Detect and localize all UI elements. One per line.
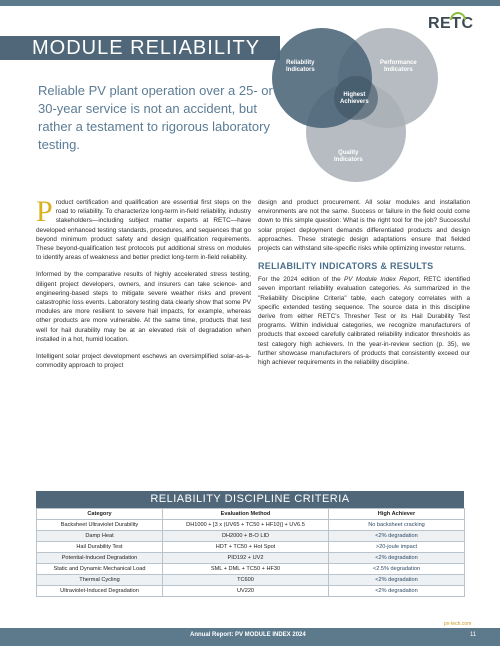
drop-cap: P: [36, 195, 53, 228]
table-cell-achiever: <2% degradation: [329, 553, 465, 564]
right-paragraph-2: [258, 275, 470, 367]
venn-label-reliability: Reliability Indicators: [286, 60, 315, 73]
right-p2-start: For the 2024 edition of the: [258, 276, 345, 284]
criteria-table-section: [36, 491, 464, 597]
table-cell-method: UV220: [163, 586, 329, 597]
right-p2-rest: , RETC identified seven important reliability evaluation categories. As summarized in the "Reliability Discipline Criteria" table, each category correlates with a specific extended testing sequence. The source data in this discipline derive from either RETC's Thresher Test or its Hail Durability Test programs. Within individual categories, we recognize manufacturers of products that exceed carefully calibrated reliability indicator thresholds as test category high achievers. In the year-in-review section (p. 35), we further showcase manufacturers of products that consistently exceed our high achiever requirements in the reliability discipline.: [258, 276, 470, 367]
venn-label-center: Highest Achievers: [340, 92, 369, 105]
table-cell-method: TC600: [163, 575, 329, 586]
table-cell-method: DH2000 + B-O LID: [163, 531, 329, 542]
page-title: MODULE RELIABILITY: [32, 37, 261, 59]
table-row: [37, 531, 465, 542]
report-name-italic: PV Module Index Report: [344, 276, 419, 284]
table-row: [37, 564, 465, 575]
venn-diagram: [264, 20, 480, 190]
table-row: [37, 586, 465, 597]
table-cell-method: HDT + TC50 + Hot Spot: [163, 542, 329, 553]
table-cell-category: Potential-Induced Degradation: [37, 553, 163, 564]
top-strip: [0, 0, 500, 6]
table-cell-category: Damp Heat: [37, 531, 163, 542]
table-title: RELIABILITY DISCIPLINE CRITERIA: [36, 491, 464, 508]
table-cell-category: Hail Durability Test: [37, 542, 163, 553]
footer-text: [190, 632, 306, 638]
right-paragraph-1: design and product procurement. All solar modules and installation environments are not the same. Success or failure in the field could come down to this simple question: What is the right tool for the job? Successful solar project deployment demands differentiated products and design approaches. These strategic design adaptations ensure that fielded projects can withstand site-specific risks while optimizing investor returns.: [258, 199, 470, 253]
table-cell-achiever: <2% degradation: [329, 575, 465, 586]
table-row: [37, 542, 465, 553]
table-header-achiever: High Achiever: [329, 509, 465, 520]
table-header-method: Evaluation Method: [163, 509, 329, 520]
table-cell-achiever: <2.5% degradation: [329, 564, 465, 575]
left-column: [36, 195, 251, 378]
logo-arc-icon: [450, 12, 466, 20]
table-cell-achiever: No backsheet cracking: [329, 520, 465, 531]
table-row: [37, 575, 465, 586]
footer-label: Annual Report:: [190, 632, 234, 638]
table-header-category: Category: [37, 509, 163, 520]
table-cell-category: Thermal Cycling: [37, 575, 163, 586]
table-cell-method: PID192 + UV2: [163, 553, 329, 564]
left-paragraph-3: Intelligent solar project development eschews an oversimplified solar-as-a-commodity approach to project: [36, 353, 251, 370]
left-p1-text: roduct certification and qualification are essential first steps on the road to reliability. To characterize long-term in-field reliability, industry stakeholders—including subject matter experts at RETC—have developed enhanced testing standards, procedures, and sequences that go beyond minimum product safety and design qualification requirements. These beyond-qualification test protocols put additional stress on modules to identify areas of weakness and better predict long-term in-field reliability.: [36, 199, 251, 262]
table-row: [37, 520, 465, 531]
right-column: [258, 198, 470, 375]
left-paragraph-2: Informed by the comparative results of highly accelerated stress testing, diligent project developers, owners, and insurers can take science- and engineering-based steps to mitigate severe weather risks and prevent catastrophic loss events. Laboratory testing data clearly show that some PV modules are more resilient to severe hail impacts, for example, whereas other products are more vulnerable. At the same time, products that test well for hail durability may be at an elevated risk of degradation when installed in a hot, humid location.: [36, 271, 251, 343]
table-cell-achiever: >20-joule impact: [329, 542, 465, 553]
page-number: 11: [470, 632, 477, 638]
logo-text: RETC: [428, 15, 474, 32]
table-cell-method: SML + DML + TC50 + HF30: [163, 564, 329, 575]
table-row: [37, 553, 465, 564]
intro-text: Reliable PV plant operation over a 25- or 30-year service is not an accident, but rather a testament to rigorous laboratory testing.: [38, 83, 273, 152]
table-cell-category: Static and Dynamic Mechanical Load: [37, 564, 163, 575]
table-cell-category: Ultraviolet-Induced Degradation: [37, 586, 163, 597]
table-cell-category: Backsheet Ultraviolet Durability: [37, 520, 163, 531]
venn-label-quality: Quality Indicators: [334, 150, 363, 163]
table-header-row: [37, 509, 465, 520]
table-cell-method: DH1000 + [3 x (UV65 + TC50 + HF10)] + UV6.5: [163, 520, 329, 531]
section-heading: RELIABILITY INDICATORS & RESULTS: [258, 261, 434, 272]
venn-label-performance: Performance Indicators: [380, 60, 417, 73]
footer-report: PV MODULE INDEX 2024: [235, 632, 306, 638]
table-cell-achiever: <2% degradation: [329, 531, 465, 542]
table-cell-achiever: <2% degradation: [329, 586, 465, 597]
venn-circles: [264, 20, 480, 190]
criteria-table: [36, 508, 465, 597]
left-paragraph-1: [36, 195, 251, 262]
watermark: pv-tech.com: [444, 621, 472, 627]
